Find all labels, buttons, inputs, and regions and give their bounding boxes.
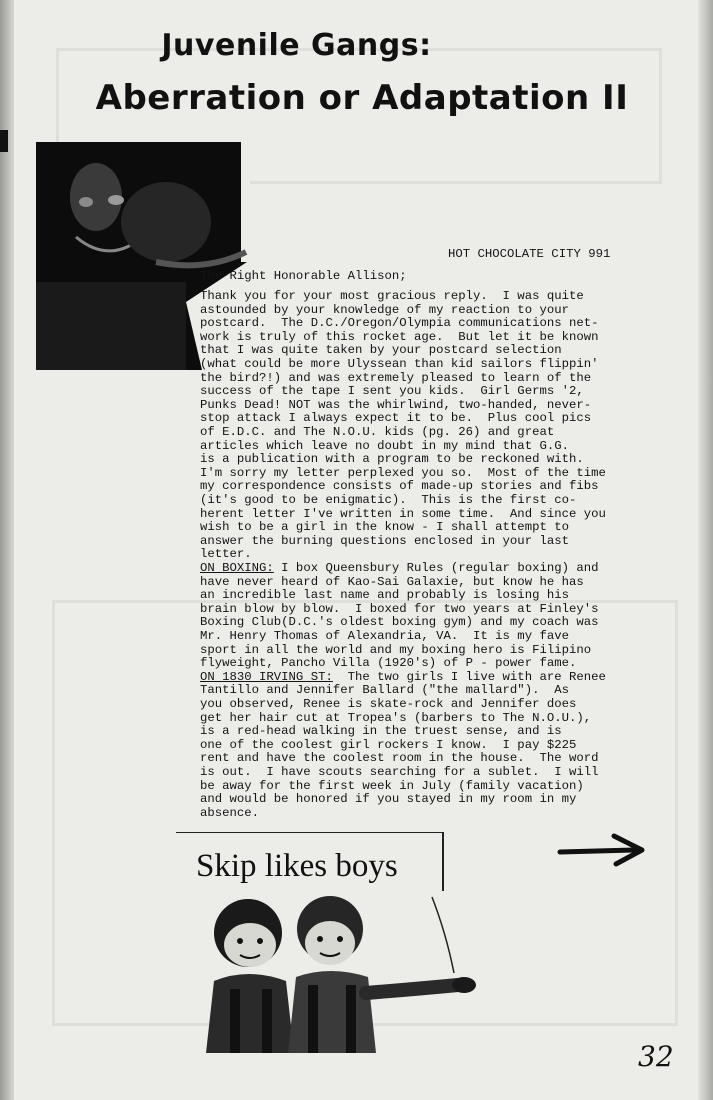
letter-line: (what could be more Ulyssean than kid sailors flippin' (200, 357, 599, 371)
letter-line: Tantillo and Jennifer Ballard ("the mallard"). As (200, 683, 569, 698)
letter-line: success of the tape I sent you kids. Girl Germs '2, (200, 384, 584, 399)
letter-line: you observed, Renee is skate-rock and Jennifer does (200, 697, 577, 711)
letter-line: ON BOXING: I box Queensbury Rules (regular boxing) and (200, 561, 599, 575)
binding-mark (0, 130, 8, 152)
letter-line: the bird?!) and was extremely pleased to learn of the (200, 370, 592, 385)
letter-line: my correspondence consists of made-up stories and fibs (200, 479, 599, 494)
letter-line: letter. (200, 547, 252, 562)
letter-line: answer the burning questions enclosed in your last (200, 533, 569, 548)
letter-line: sport in all the world and my boxing hero is Filipino (200, 642, 592, 657)
section-heading-irving: ON 1830 IRVING ST: (200, 669, 333, 684)
letter-line: postcard. The D.C./Oregon/Olympia communications net- (200, 316, 599, 331)
letter-line: work is truly of this rocket age. But let it be known (200, 329, 599, 344)
arrow-right-icon (556, 830, 648, 870)
letter-line: one of the coolest girl rockers I know. I pay $225 (200, 737, 577, 752)
letter-line: that I was quite taken by your postcard selection (200, 343, 562, 358)
letter-line: flyweight, Pancho Villa (1920's) of P - power fame. (200, 656, 577, 671)
letter-line: have never heard of Kao-Sai Galaxie, but know he has (200, 574, 584, 589)
letter-line: get her hair cut at Tropea's (barbers to The N.O.U.), (200, 710, 592, 725)
letter-line: rent and have the coolest room in the house. The word (200, 751, 599, 766)
letter-line: Thank you for your most gracious reply. I was quite (200, 289, 584, 303)
letter-line: of E.D.C. and The N.O.U. kids (pg. 26) and great (200, 425, 555, 439)
letter-line: absence. (200, 805, 260, 820)
letter-line: articles which leave no doubt in my mind that G.G. (200, 438, 569, 453)
page-number: 32 (638, 1040, 674, 1073)
letter-line: Mr. Henry Thomas of Alexandria, VA. It is my fave (200, 629, 569, 643)
letter-line: I'm sorry my letter perplexed you so. Most of the time (200, 465, 606, 480)
caption-skip-likes-boys: Skip likes boys (196, 848, 398, 884)
letter-line: is a publication with a program to be reckoned with. (200, 452, 584, 467)
letter-line: brain blow by blow. I boxed for two years at Finley's (200, 601, 599, 616)
letter-line: an incredible last name and probably is losing his (200, 588, 569, 603)
headline-line-2: Aberration or Adaptation II (95, 78, 629, 118)
letter-line: Boxing Club(D.C.'s oldest boxing gym) and my coach was (200, 615, 599, 630)
dateline: HOT CHOCOLATE CITY 991 (448, 247, 611, 261)
letter-line: (it's good to be enigmatic). This is the first co- (200, 493, 577, 507)
illustration-two-boys (196, 893, 496, 1053)
letter-line: Punks Dead! NOT was the whirlwind, two-handed, never- (200, 397, 592, 412)
letter-line: astounded by your knowledge of my reaction to your (200, 302, 569, 317)
letter-line: wish to be a girl in the know - I shall attempt to (200, 520, 569, 535)
letter-line: is out. I have scouts searching for a sublet. I will (200, 765, 599, 779)
headline-line-1: Juvenile Gangs: (161, 28, 432, 63)
page-edge (698, 0, 713, 1100)
letter-line: and would be honored if you stayed in my room in my (200, 792, 577, 807)
letter-line: ON 1830 IRVING ST: The two girls I live with are Renee (200, 669, 606, 684)
section-heading-boxing: ON BOXING: (200, 561, 274, 575)
letter-line: be away for the first week in July (family vacation) (200, 778, 584, 793)
letter-salutation: The Right Honorable Allison; (200, 269, 407, 283)
letter-line: stop attack I always expect it to be. Plus cool pics (200, 411, 592, 426)
letter-line: herent letter I've written in some time. And since you (200, 506, 606, 521)
binding-spine (0, 0, 14, 1100)
letter-line: is a red-head walking in the truest sense, and is (200, 724, 562, 739)
